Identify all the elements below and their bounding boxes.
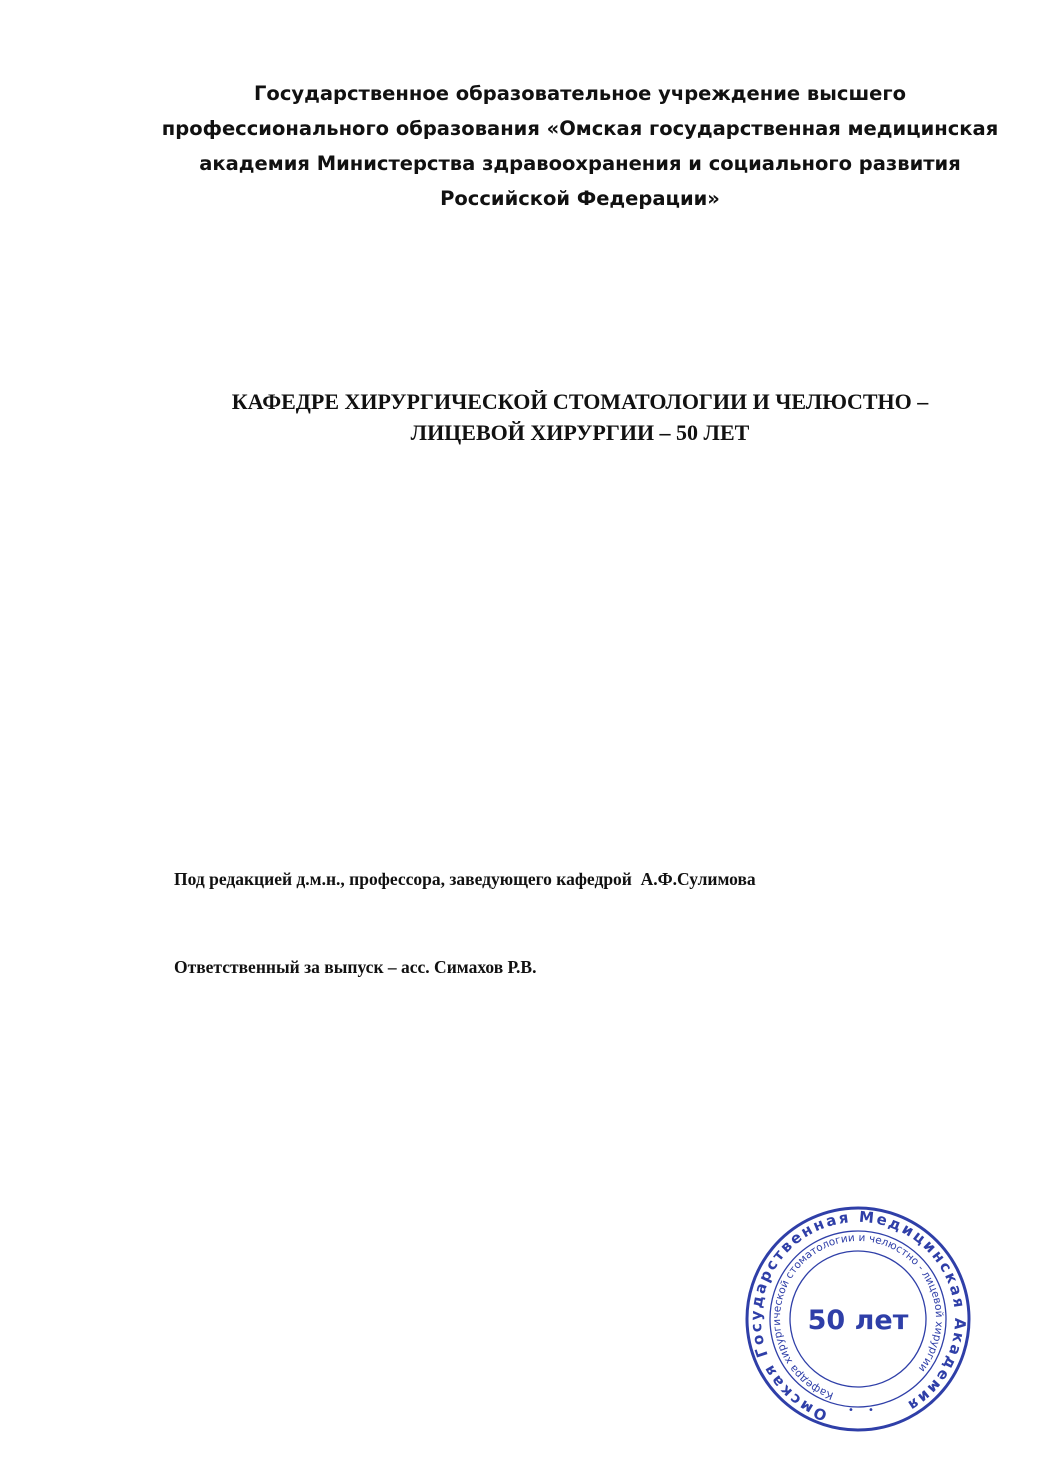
institution-line: Российской Федерации» [440,187,720,210]
institution-line: Государственное образовательное учреждение высшего [254,82,906,105]
institution-line: академия Министерства здравоохранения и социального развития [199,152,961,175]
stamp-center-text: 50 лет [807,1305,909,1336]
institution-line: профессионального образования «Омская государственная медицинская [161,117,999,140]
editor-credit: Под редакцией д.м.н., профессора, заведующего кафедрой А.Ф.Сулимова [174,869,756,889]
title-line: ЛИЦЕВОЙ ХИРУРГИИ – 50 ЛЕТ [410,420,750,445]
document-title [120,386,1039,448]
department-stamp [744,1205,972,1433]
title-line: КАФЕДРЕ ХИРУРГИЧЕСКОЙ СТОМАТОЛОГИИ И ЧЕЛЮСТНО – [231,389,929,414]
stamp-outer-text: Омская Государственная Медицинская Академия [746,1207,970,1425]
stamp-inner-text: Кафедра хирургической стоматологии и челюстно - лицевой хирургии [770,1231,946,1402]
institution-header [120,76,1039,216]
stamp-star-icon: • [848,1405,854,1416]
responsible-credit: Ответственный за выпуск – асс. Симахов Р.В. [174,957,537,977]
stamp-star-icon: • [868,1405,874,1416]
